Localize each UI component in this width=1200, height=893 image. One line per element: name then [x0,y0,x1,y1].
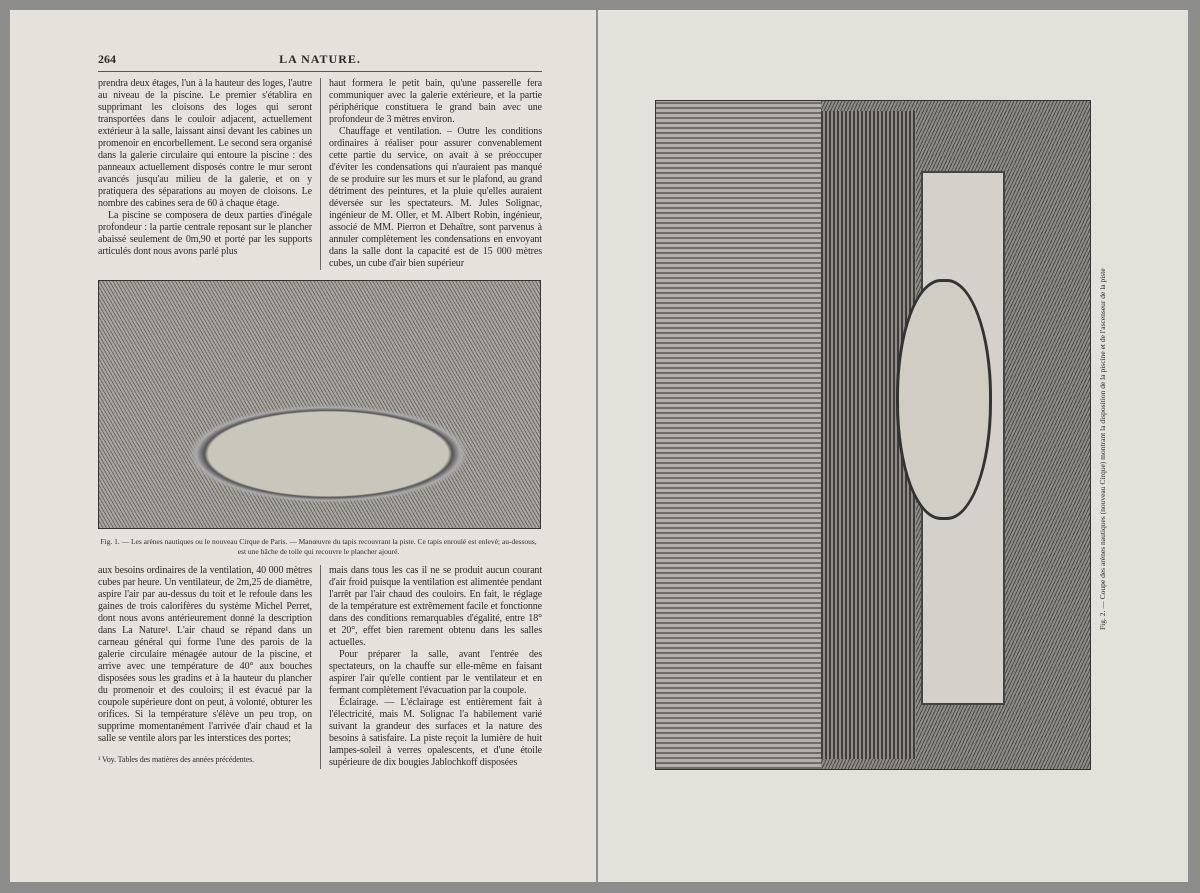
running-title: LA NATURE. [279,52,361,66]
figure-1-circus-engraving [98,280,541,529]
right-page [598,10,1188,882]
top-columns [98,78,542,270]
figure-2-cross-section-engraving [655,100,1091,770]
column-1-top [98,78,320,270]
paragraph: La piscine se composera de deux parties d'inégale profondeur : la partie centrale reposant sur le plancher abaissé seulement de 0m,90 et porté par les supports articulés dont nous avons parlé plus [98,210,312,257]
paragraph: prendra deux étages, l'un à la hauteur des loges, l'autre au niveau de la piscine. Le premier s'établira en supprimant les cloisons des loges qui seront transportées dans le couloir adjacent, actuellement extérieur à la salle, laissant ainsi devant les cabines un promenoir en encorbellement. Le second sera organisé dans la galerie circulaire qui entoure la piscine : des panneaux actuellement disposés contre le mur seront avancés jusqu'au milieu de la galerie, et on y pratiquera des séparations au moyen de cloisons. Le nombre des cabines sera de 60 à chaque étage. [98,78,312,209]
paragraph: Éclairage. — L'éclairage est entièrement fait à l'électricité, mais M. Solignac l'a habilement varié suivant la grandeur des surfaces et la nature des besoins à satisfaire. La piste reçoit la lumière de huit lampes-soleil à verres opalescents, et d'une étoile supérieure de dix bougies Jablochkoff disposées [329,697,542,768]
paragraph: Pour préparer la salle, avant l'entrée des spectateurs, on la chauffe sur elle-même en faisant aspirer l'air qu'elle contient par le ventilateur et en fermant complètement l'évacuation par la coupole. [329,649,542,696]
page-number: 264 [98,52,116,66]
theatre-facade [656,101,821,769]
paragraph: Chauffage et ventilation. – Outre les conditions ordinaires à réaliser pour assurer convenablement cette partie du service, on avait à se préoccuper d'éviter les condensations qui n'auraient pas manqué de se produire sur les murs et sur le plafond, au grand détriment des peintures, et la pluie qu'elles auraient déversée sur les spectateurs. M. Jules Solignac, ingénieur de M. Oller, et M. Albert Robin, ingénieur, associé de MM. Pierron et Dehaître, sont parvenus à annuler complètement les condensations en envoyant dans la salle dont la capacité est de 15 000 mètres cubes, un cube d'air bien supérieur [329,126,542,269]
paragraph: mais dans tous les cas il ne se produit aucun courant d'air froid puisque la ventilation est alimentée pendant l'arrêt par l'air chaud des couloirs. En fait, le réglage de la température est extrêmement facile et fonctionne dans des conditions remarquables d'égalité, entre 18° et 20°, effet bien rarement obtenu dans les salles actuelles. [329,565,542,648]
column-2-bottom [320,565,542,769]
paragraph: aux besoins ordinaires de la ventilation, 40 000 mètres cubes par heure. Un ventilateur, de 2m,25 de diamètre, aspire l'air par au-dessus du toit et le refoule dans les gaines de trois calorifères du système Michel Perret, dont nous avons antérieurement donné la description dans La Nature¹. L'air chaud se répand dans un carneau général qui forme l'une des parois de la galerie circulaire ménagée autour de la piscine, et arrive avec une température de 40° aux bouches disposées sous les gradins et à la hauteur du plancher du promenoir et des couloirs; il est évacué par la coupole supérieure dont on peut, à volonté, obturer les orifices. Si la température s'élève un peu trop, on supprime momentanément l'arrivée d'air chaud et la salle se ventile alors par les interstices des portes; [98,565,312,744]
column-1-bottom [98,565,320,769]
figure-2-caption: Fig. 2. — Coupe des arènes nautiques (nouveau Cirque) montrant la disposition de la piscine et de l'ascenseur de la piste [1098,268,1107,630]
figure-1-caption: Fig. 1. — Les arènes nautiques ou le nouveau Cirque de Paris. — Manœuvre du tapis recouvrant la piste. Ce tapis enroulé est enlevé; au-dessous, est une bâche de toile qui recouvre le plancher ajouré. [100,537,537,556]
footnote: ¹ Voy. Tables des matières des années précédentes. [98,755,255,764]
left-page-content [98,52,542,769]
page-header [98,52,542,72]
column-2-top [320,78,542,270]
paragraph: haut formera le petit bain, qu'une passerelle fera communiquer avec la galerie extérieure, et la partie périphérique constituera le grand bain avec une profondeur de 3 mètres environ. [329,78,542,125]
piste-lift [896,279,992,520]
bottom-columns [98,565,542,769]
